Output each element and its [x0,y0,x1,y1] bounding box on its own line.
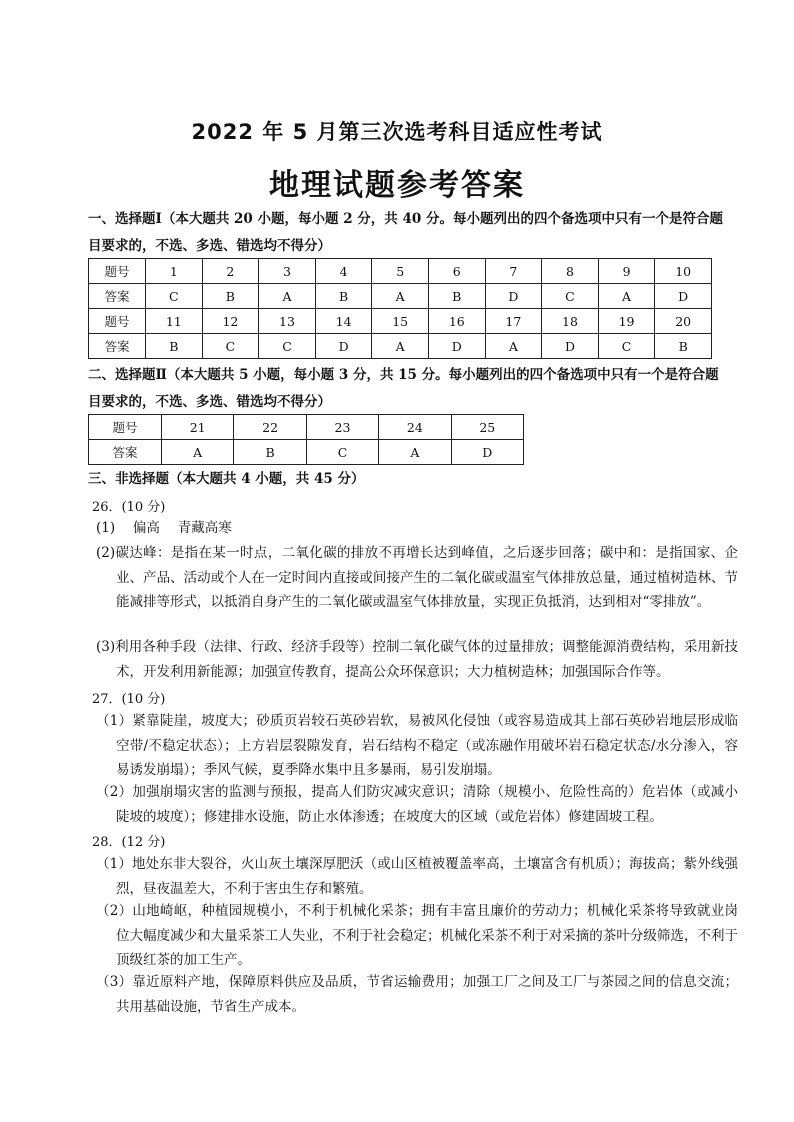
table-cell: B [315,284,372,309]
table-cell: A [259,284,316,309]
exam-subtitle: 地理试题参考答案 [269,168,525,203]
answer-table-2 [88,414,524,465]
table-cell: D [542,334,599,359]
table-cell: A [485,334,542,359]
label-cell: 答案 [89,284,146,309]
table-cell: C [259,334,316,359]
table-cell: 9 [598,259,655,284]
label-cell: 题号 [89,309,146,334]
q27-part2: （2）加强崩塌灾害的监测与预报，提高人们防灾减灾意识；清除（规模小、危险性高的）危岩体（或减小陡坡的坡度）；修建排水设施，防止水体渗透；在坡度大的区域（或危岩体）修建固坡工程。 [96,784,738,825]
table-cell: A [372,334,429,359]
exam-title: 2022 年 5 月第三次选考科目适应性考试 [191,120,603,144]
table-cell: A [162,440,234,465]
q28-part3: （3）靠近原料产地，保障原料供应及品质，节省运输费用；加强工厂之间及工厂与茶园之间的信息交流；共用基础设施，节省生产成本。 [96,974,738,1015]
q26-part2: (2)碳达峰：是指在某一时点，二氧化碳的排放不再增长达到峰值，之后逐步回落；碳中和：是指国家、企业、产品、活动或个人在一定时间内直接或间接产生的二氧化碳或温室气体排放总量，通过植树造林、节能减排等形式，以抵消自身产生的二氧化碳或温室气体排放量，实现正负抵消，达到相对“零排放”。 [96,545,738,610]
table-cell: A [379,440,451,465]
section1-heading: 一、选择题Ⅰ（本大题共 20 小题，每小题 2 分，共 40 分。每小题列出的四个备选项中只有一个是符合题目要求的，不选、多选、错选均不得分） [88,211,723,254]
q27-part1: （1）紧靠陡崖，坡度大；砂质页岩较石英砂岩软，易被风化侵蚀（或容易造成其上部石英砂岩地层形成临空带/不稳定状态）；上方岩层裂隙发育，岩石结构不稳定（或冻融作用破坏岩石稳定状态/水分渗入，容易诱发崩塌）；季风气候，夏季降水集中且多暴雨，易引发崩塌。 [96,713,738,778]
table-row [89,309,712,334]
table-cell: 8 [542,259,599,284]
table-cell: C [598,334,655,359]
table-cell: B [655,334,712,359]
label-cell: 答案 [89,334,146,359]
table-cell: 21 [162,415,234,440]
q26-part3: (3)利用各种手段（法律、行政、经济手段等）控制二氧化碳气体的过量排放；调整能源消费结构，采用新技术，开发利用新能源；加强宣传教育，提高公众环保意识；大力植树造林；加强国际合作等。 [96,639,738,680]
label-cell: 题号 [89,415,162,440]
table-cell: C [146,284,203,309]
table-cell: D [451,440,523,465]
table-cell: B [146,334,203,359]
table-cell: C [542,284,599,309]
table-cell: 24 [379,415,451,440]
table-row [89,259,712,284]
table-cell: A [372,284,429,309]
table-cell: 16 [428,309,485,334]
table-cell: 1 [146,259,203,284]
table-cell: 10 [655,259,712,284]
table-cell: D [315,334,372,359]
q28-part1: （1）地处东非大裂谷，火山灰土壤深厚肥沃（或山区植被覆盖率高，土壤富含有机质）；海拔高；紫外线强烈，昼夜温差大，不利于害虫生存和繁殖。 [96,856,738,897]
table-cell: 11 [146,309,203,334]
table-row [89,440,524,465]
table-cell: 14 [315,309,372,334]
table-cell: 19 [598,309,655,334]
table-cell: 25 [451,415,523,440]
table-cell: B [202,284,259,309]
table-cell: 15 [372,309,429,334]
table-cell: 17 [485,309,542,334]
label-cell: 题号 [89,259,146,284]
table-cell: 4 [315,259,372,284]
table-cell: 2 [202,259,259,284]
table-cell: A [598,284,655,309]
table-cell: 7 [485,259,542,284]
section2-heading: 二、选择题Ⅱ（本大题共 5 小题，每小题 3 分，共 15 分。每小题列出的四个备选项中只有一个是符合题目要求的，不选、多选、错选均不得分） [88,367,719,410]
table-row [89,284,712,309]
question-28-label: 28．(12 分) [92,835,166,850]
label-cell: 答案 [89,440,162,465]
table-cell: C [306,440,378,465]
answer-table-1 [88,258,712,359]
q28-part2: （2）山地崎岖，种植园规模小，不利于机械化采茶；拥有丰富且廉价的劳动力；机械化采茶将导致就业岗位大幅度减少和大量采茶工人失业，不利于社会稳定；机械化采茶不利于对采摘的茶叶分级筛选，不利于顶级红茶的加工生产。 [96,903,738,968]
table-cell: 18 [542,309,599,334]
table-cell: D [428,334,485,359]
table-cell: D [485,284,542,309]
table-cell: B [234,440,306,465]
question-27-label: 27．(10 分) [92,692,166,707]
q26-part1: (1) 偏高 青藏高寒 [96,520,232,536]
table-cell: 5 [372,259,429,284]
question-26-label: 26．(10 分) [92,500,166,515]
table-cell: 22 [234,415,306,440]
table-cell: 13 [259,309,316,334]
table-cell: 6 [428,259,485,284]
table-cell: 12 [202,309,259,334]
table-cell: C [202,334,259,359]
table-cell: B [428,284,485,309]
table-cell: D [655,284,712,309]
table-cell: 3 [259,259,316,284]
table-cell: 23 [306,415,378,440]
section3-heading: 三、非选择题（本大题共 4 小题，共 45 分） [88,471,365,487]
table-row [89,334,712,359]
table-row [89,415,524,440]
table-cell: 20 [655,309,712,334]
